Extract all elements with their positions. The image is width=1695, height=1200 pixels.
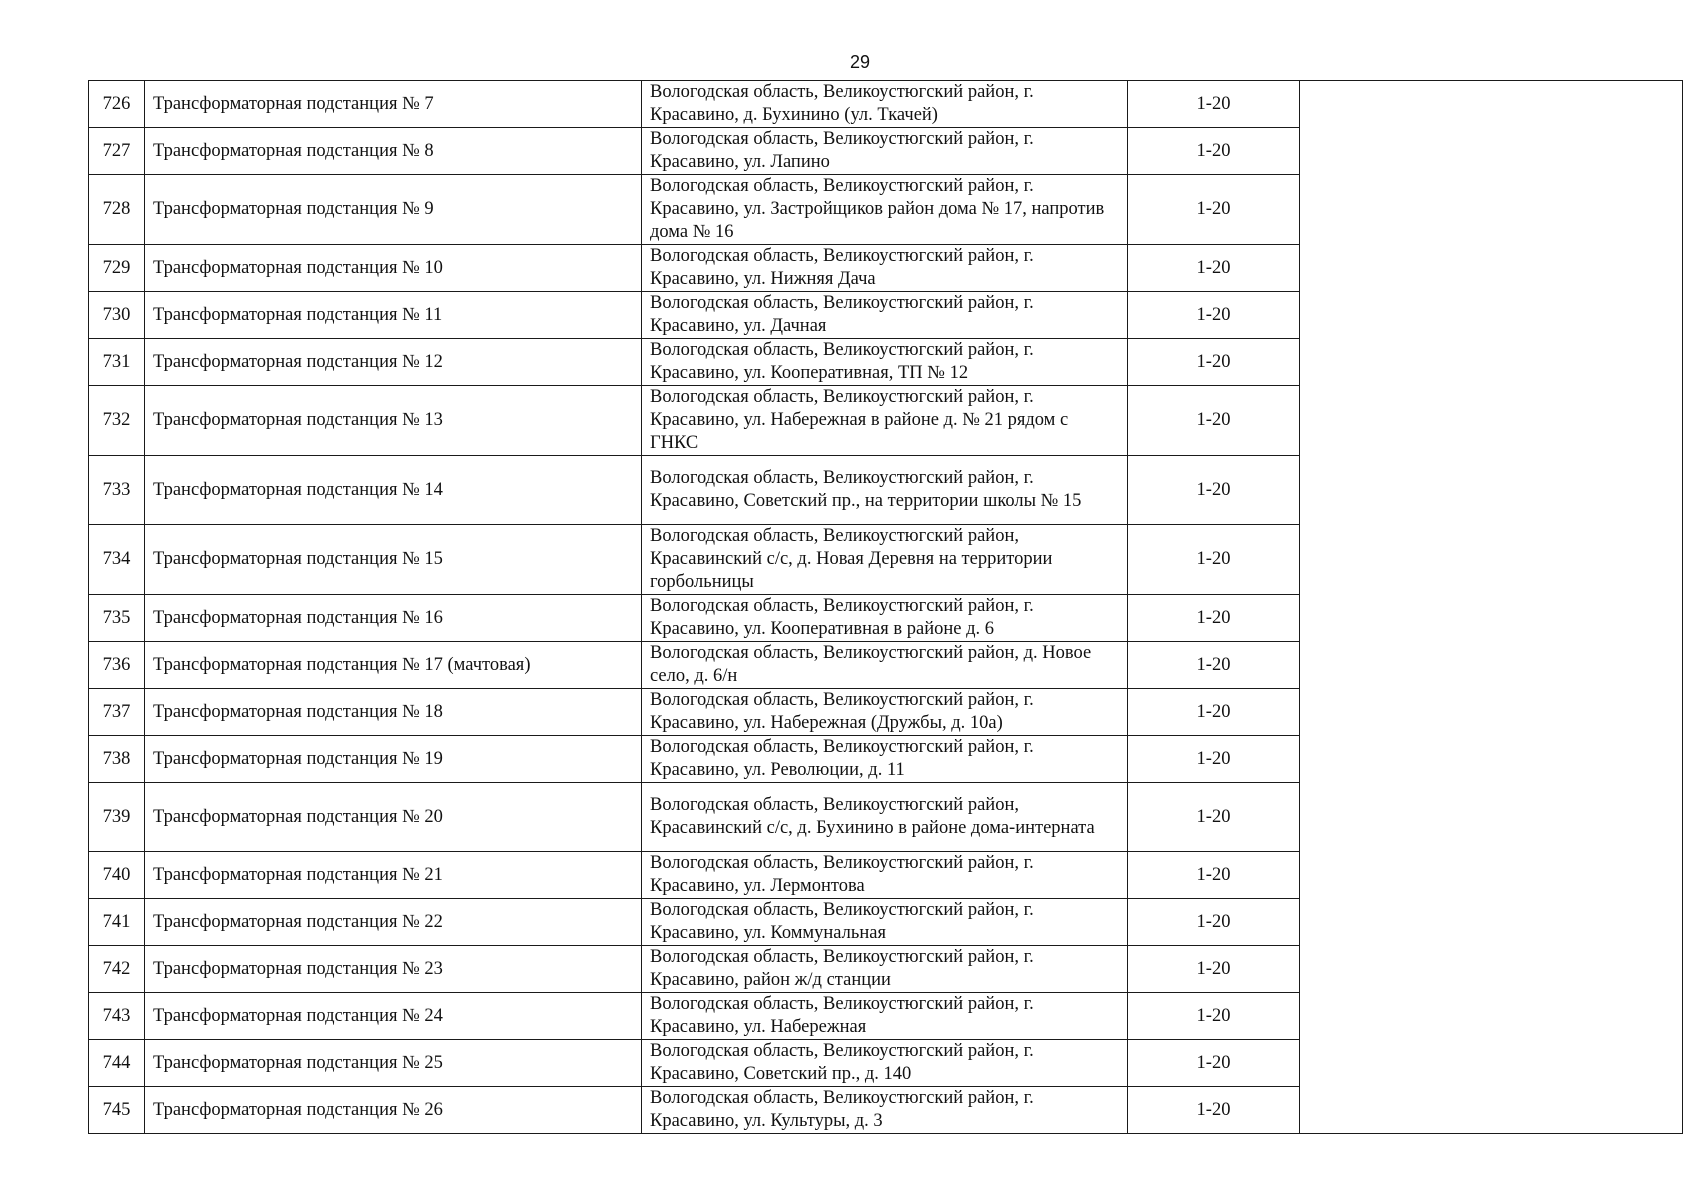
range-value: 1-20 [1128,81,1300,128]
substation-name: Трансформаторная подстанция № 11 [145,292,642,339]
substation-name: Трансформаторная подстанция № 8 [145,128,642,175]
page-number: 29 [849,52,871,72]
range-value: 1-20 [1128,1040,1300,1087]
substation-name: Трансформаторная подстанция № 19 [145,736,642,783]
substation-address: Вологодская область, Великоустюгский район, г. Красавино, ул. Дачная [642,292,1128,339]
row-number: 734 [89,525,145,595]
row-number: 741 [89,899,145,946]
row-number: 727 [89,128,145,175]
substation-address: Вологодская область, Великоустюгский район, г. Красавино, ул. Культуры, д. 3 [642,1087,1128,1134]
range-value: 1-20 [1128,386,1300,456]
range-value: 1-20 [1128,1087,1300,1134]
substation-address: Вологодская область, Великоустюгский район, д. Новое село, д. 6/н [642,642,1128,689]
substation-name: Трансформаторная подстанция № 25 [145,1040,642,1087]
row-number: 728 [89,175,145,245]
range-value: 1-20 [1128,292,1300,339]
row-number: 735 [89,595,145,642]
range-value: 1-20 [1128,525,1300,595]
range-value: 1-20 [1128,783,1300,852]
substation-name: Трансформаторная подстанция № 26 [145,1087,642,1134]
row-number: 745 [89,1087,145,1134]
row-number: 739 [89,783,145,852]
range-value: 1-20 [1128,245,1300,292]
substation-address: Вологодская область, Великоустюгский район, г. Красавино, район ж/д станции [642,946,1128,993]
substation-name: Трансформаторная подстанция № 15 [145,525,642,595]
substation-address: Вологодская область, Великоустюгский район, г. Красавино, ул. Набережная (Дружбы, д. 10а) [642,689,1128,736]
row-number: 726 [89,81,145,128]
range-value: 1-20 [1128,175,1300,245]
range-value: 1-20 [1128,946,1300,993]
row-number: 740 [89,852,145,899]
substation-address: Вологодская область, Великоустюгский район, г. Красавино, ул. Кооперативная, ТП № 12 [642,339,1128,386]
substation-address: Вологодская область, Великоустюгский район, г. Красавино, ул. Лапино [642,128,1128,175]
empty-column [1300,81,1683,1134]
substation-address: Вологодская область, Великоустюгский район, г. Красавино, ул. Коммунальная [642,899,1128,946]
range-value: 1-20 [1128,736,1300,783]
substation-name: Трансформаторная подстанция № 10 [145,245,642,292]
substation-address: Вологодская область, Великоустюгский район, г. Красавино, д. Бухинино (ул. Ткачей) [642,81,1128,128]
substation-address: Вологодская область, Великоустюгский район, Красавинский с/с, д. Бухинино в районе дома-интерната [642,783,1128,852]
substation-address: Вологодская область, Великоустюгский район, г. Красавино, ул. Набережная [642,993,1128,1040]
range-value: 1-20 [1128,993,1300,1040]
substation-name: Трансформаторная подстанция № 9 [145,175,642,245]
row-number: 743 [89,993,145,1040]
substation-name: Трансформаторная подстанция № 13 [145,386,642,456]
substation-name: Трансформаторная подстанция № 16 [145,595,642,642]
substation-address: Вологодская область, Великоустюгский район, г. Красавино, ул. Набережная в районе д. № 21 рядом с ГНКС [642,386,1128,456]
table-row [89,81,1683,128]
substation-name: Трансформаторная подстанция № 17 (мачтовая) [145,642,642,689]
row-number: 733 [89,456,145,525]
substation-name: Трансформаторная подстанция № 21 [145,852,642,899]
row-number: 744 [89,1040,145,1087]
substation-address: Вологодская область, Великоустюгский район, г. Красавино, Советский пр., на территории школы № 15 [642,456,1128,525]
range-value: 1-20 [1128,852,1300,899]
substation-address: Вологодская область, Великоустюгский район, г. Красавино, ул. Революции, д. 11 [642,736,1128,783]
range-value: 1-20 [1128,339,1300,386]
row-number: 742 [89,946,145,993]
substation-name: Трансформаторная подстанция № 22 [145,899,642,946]
row-number: 732 [89,386,145,456]
substation-address: Вологодская область, Великоустюгский район, Красавинский с/с, д. Новая Деревня на территории горбольницы [642,525,1128,595]
range-value: 1-20 [1128,128,1300,175]
row-number: 730 [89,292,145,339]
substation-table [88,80,1683,1134]
substation-name: Трансформаторная подстанция № 14 [145,456,642,525]
row-number: 731 [89,339,145,386]
substation-name: Трансформаторная подстанция № 18 [145,689,642,736]
range-value: 1-20 [1128,642,1300,689]
substation-name: Трансформаторная подстанция № 24 [145,993,642,1040]
substation-address: Вологодская область, Великоустюгский район, г. Красавино, Советский пр., д. 140 [642,1040,1128,1087]
row-number: 738 [89,736,145,783]
substation-name: Трансформаторная подстанция № 23 [145,946,642,993]
range-value: 1-20 [1128,899,1300,946]
substation-address: Вологодская область, Великоустюгский район, г. Красавино, ул. Лермонтова [642,852,1128,899]
substation-name: Трансформаторная подстанция № 20 [145,783,642,852]
range-value: 1-20 [1128,689,1300,736]
substation-address: Вологодская область, Великоустюгский район, г. Красавино, ул. Нижняя Дача [642,245,1128,292]
substation-name: Трансформаторная подстанция № 12 [145,339,642,386]
range-value: 1-20 [1128,456,1300,525]
substation-address: Вологодская область, Великоустюгский район, г. Красавино, ул. Застройщиков район дома № 17, напротив дома № 16 [642,175,1128,245]
substation-address: Вологодская область, Великоустюгский район, г. Красавино, ул. Кооперативная в районе д. 6 [642,595,1128,642]
range-value: 1-20 [1128,595,1300,642]
row-number: 729 [89,245,145,292]
substation-name: Трансформаторная подстанция № 7 [145,81,642,128]
row-number: 737 [89,689,145,736]
row-number: 736 [89,642,145,689]
